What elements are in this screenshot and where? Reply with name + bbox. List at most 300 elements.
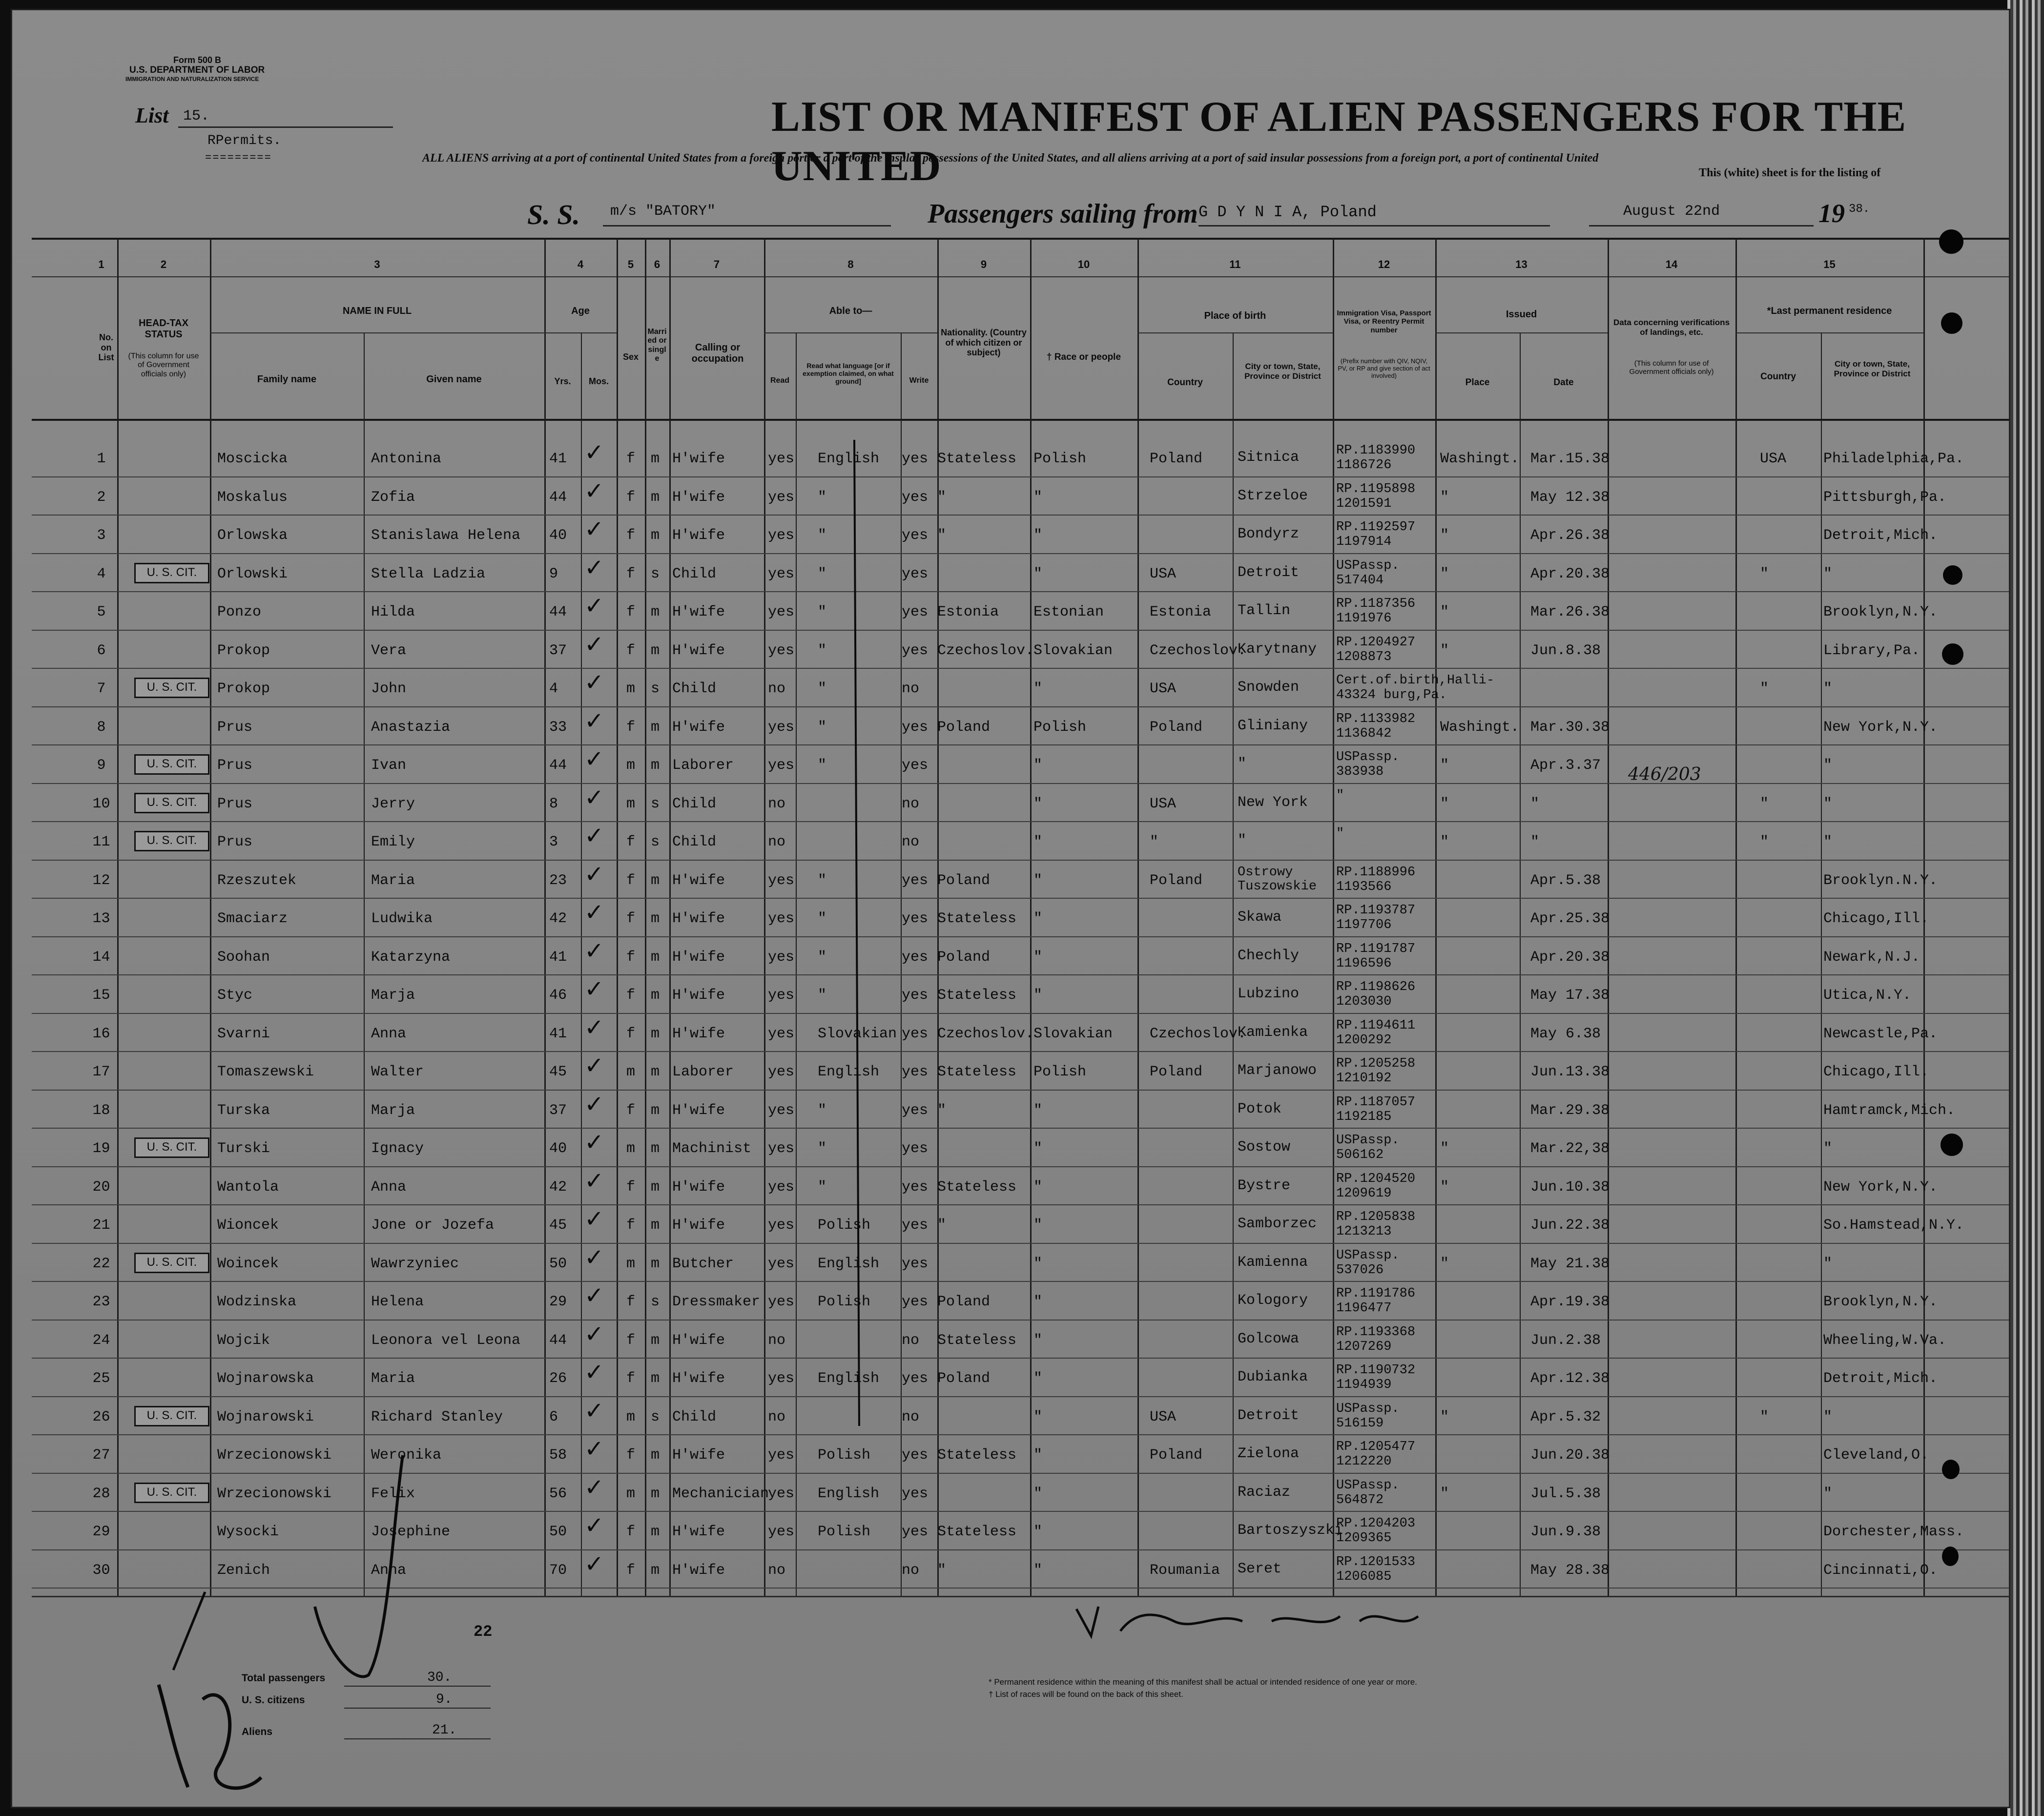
hdr-head-tax: HEAD-TAX STATUS — [139, 318, 188, 340]
check-mark-icon: ✓ — [584, 1359, 604, 1386]
family-name: Wrzecionowski — [217, 1485, 332, 1502]
issued-date: " — [1530, 834, 1540, 850]
sex: m — [626, 795, 636, 812]
occupation: H'wife — [672, 1370, 725, 1387]
birth-city: Samborzec — [1238, 1216, 1317, 1232]
family-name: Zenich — [217, 1562, 270, 1579]
nationality: Stateless — [937, 910, 1017, 927]
race: Polish — [1033, 451, 1087, 467]
issued-place: " — [1440, 1140, 1449, 1157]
race: " — [1033, 1562, 1043, 1579]
issued-place: " — [1440, 527, 1449, 544]
birth-city: Sitnica — [1238, 449, 1300, 466]
given-name: Anna — [371, 1562, 407, 1579]
visa-number-line1: RP.1201533 — [1336, 1554, 1416, 1569]
marital-status: m — [651, 1140, 660, 1157]
birth-city: Bystre — [1238, 1177, 1291, 1194]
age-years: 58 — [549, 1447, 567, 1464]
hdr-verification: Data concerning verifications of landings, etc. — [1613, 318, 1730, 337]
marital-status: s — [651, 834, 660, 850]
marital-status: m — [651, 604, 660, 620]
birth-country: USA — [1150, 795, 1177, 812]
footnote-residence: * Permanent residence within the meaning of this manifest shall be actual or intended residence of one year or more. — [989, 1677, 1417, 1687]
row-number: 25 — [92, 1370, 110, 1387]
can-write: yes — [902, 719, 929, 736]
issued-date: Apr.5.38 — [1530, 872, 1601, 889]
visa-number-line2: 1193566 — [1336, 879, 1392, 894]
hdr-sex: Sex — [622, 352, 639, 362]
sex: f — [626, 1217, 636, 1234]
occupation: H'wife — [672, 1447, 725, 1464]
read-language: English — [818, 1485, 880, 1502]
can-write: yes — [902, 1255, 929, 1272]
visa-number-line1: RP.1194611 — [1336, 1018, 1416, 1033]
given-name: Helena — [371, 1294, 424, 1310]
race: " — [1033, 910, 1043, 927]
race: " — [1033, 1447, 1043, 1464]
occupation: Child — [672, 795, 717, 812]
occupation: Laborer — [672, 757, 734, 774]
occupation: H'wife — [672, 1332, 725, 1349]
race: Estonian — [1033, 604, 1104, 620]
residence-country: " — [1760, 565, 1769, 582]
issued-date: Mar.26.38 — [1530, 604, 1610, 620]
visa-number-line1: RP.1204927 — [1336, 635, 1416, 650]
family-name: Prokop — [217, 642, 270, 659]
can-write: yes — [902, 949, 929, 966]
occupation: Child — [672, 681, 717, 697]
issued-place: " — [1440, 642, 1449, 659]
visa-number-line2: 1213213 — [1336, 1224, 1392, 1239]
sex: f — [626, 1025, 636, 1042]
residence-country: USA — [1760, 451, 1787, 467]
issued-place: " — [1440, 795, 1449, 812]
occupation: H'wife — [672, 1524, 725, 1540]
handwritten-row9-note: 446/203 — [1628, 764, 1701, 784]
sex: f — [626, 1294, 636, 1310]
residence-city: Pittsburgh,Pa. — [1823, 489, 1947, 506]
marital-status: m — [651, 1217, 660, 1234]
age-years: 44 — [549, 1332, 567, 1349]
check-mark-icon: ✓ — [584, 1435, 604, 1463]
can-write: yes — [902, 1524, 929, 1540]
visa-number-line1: RP.1198626 — [1336, 980, 1416, 994]
family-name: Moskalus — [217, 489, 288, 506]
read-language: English — [818, 451, 880, 467]
sex: f — [626, 1562, 636, 1579]
hdr-no-on-list: No. on List — [98, 332, 114, 363]
us-citizen-stamp: U. S. CIT. — [134, 831, 209, 851]
marital-status: m — [651, 451, 660, 467]
sex: f — [626, 987, 636, 1004]
hdr-family-name: Family name — [257, 374, 317, 385]
hdr-city: City or town, State, Province or District — [1244, 362, 1321, 381]
hdr-res-country: Country — [1760, 371, 1796, 382]
punch-hole — [1939, 229, 1963, 254]
visa-number-line2: 1209365 — [1336, 1531, 1392, 1546]
birth-country: Poland — [1150, 1447, 1203, 1464]
visa-number-line2: 516159 — [1336, 1416, 1384, 1431]
visa-number-line2: 1200292 — [1336, 1032, 1392, 1048]
occupation: Dressmaker — [672, 1294, 761, 1310]
birth-city: Zielona — [1238, 1445, 1300, 1462]
check-mark-icon: ✓ — [584, 1397, 604, 1424]
check-mark-icon: ✓ — [584, 822, 604, 849]
birth-city: Potok — [1238, 1100, 1282, 1117]
birth-city: Skawa — [1238, 909, 1282, 926]
row-number: 29 — [92, 1524, 110, 1540]
can-read: no — [768, 1408, 786, 1425]
page-title: LIST OR MANIFEST OF ALIEN PASSENGERS FOR THE UNITED — [771, 93, 1907, 190]
col-num-1: 1 — [98, 258, 104, 270]
check-mark-icon: ✓ — [584, 516, 604, 543]
can-read: yes — [768, 489, 795, 506]
issued-date: Jun.2.38 — [1530, 1332, 1601, 1349]
birth-city: New York — [1238, 794, 1308, 811]
can-write: yes — [902, 451, 929, 467]
us-citizens-label: U. S. citizens — [242, 1694, 305, 1706]
read-language: " — [818, 489, 827, 506]
hdr-last-residence: *Last permanent residence — [1767, 306, 1892, 316]
can-read: yes — [768, 757, 795, 774]
row-number: 23 — [92, 1294, 110, 1310]
can-write: yes — [902, 1447, 929, 1464]
visa-number-line1: USPassp. — [1336, 1478, 1400, 1493]
issued-date: May 6.38 — [1530, 1025, 1601, 1042]
can-read: yes — [768, 1255, 795, 1272]
family-name: Soohan — [217, 949, 270, 966]
visa-number-line1: RP.1187356 — [1336, 597, 1416, 611]
family-name: Smaciarz — [217, 910, 288, 927]
marital-status: m — [651, 527, 660, 544]
race: " — [1033, 1294, 1043, 1310]
sex: f — [626, 1524, 636, 1540]
sex: m — [626, 1255, 636, 1272]
age-years: 37 — [549, 1102, 567, 1119]
visa-number-line2: 1203030 — [1336, 994, 1392, 1009]
row-number: 16 — [92, 1025, 110, 1042]
age-years: 45 — [549, 1064, 567, 1080]
visa-number-line1: RP.1205477 — [1336, 1440, 1416, 1454]
sex: f — [626, 949, 636, 966]
given-name: Ignacy — [371, 1140, 424, 1157]
given-name: Leonora vel Leona — [371, 1332, 521, 1349]
visa-number-line1: Cert.of.birth,Halli- — [1336, 673, 1495, 688]
given-name: Katarzyna — [371, 949, 451, 966]
occupation: H'wife — [672, 1562, 725, 1579]
given-name: Ludwika — [371, 910, 433, 927]
birth-country: Czechoslov. — [1150, 642, 1247, 659]
visa-number-line2: 1201591 — [1336, 496, 1392, 511]
can-read: yes — [768, 565, 795, 582]
check-mark-icon: ✓ — [584, 1550, 604, 1578]
occupation: H'wife — [672, 527, 725, 544]
birth-city: Seret — [1238, 1560, 1282, 1577]
race: " — [1033, 527, 1043, 544]
occupation: Butcher — [672, 1255, 734, 1272]
birth-city: Bondyrz — [1238, 526, 1300, 542]
family-name: Orlowski — [217, 565, 288, 582]
marital-status: m — [651, 1025, 660, 1042]
check-mark-icon: ✓ — [584, 745, 604, 773]
read-language: " — [818, 757, 827, 774]
read-language: English — [818, 1370, 880, 1387]
issued-date: Apr.5.32 — [1530, 1408, 1601, 1425]
marital-status: m — [651, 1102, 660, 1119]
ss-label: S. S. — [527, 199, 580, 230]
list-number: 15. — [183, 108, 210, 124]
sex: f — [626, 1332, 636, 1349]
age-years: 70 — [549, 1562, 567, 1579]
sex: m — [626, 1064, 636, 1080]
issued-date: Mar.30.38 — [1530, 719, 1610, 736]
issued-place: " — [1440, 834, 1449, 850]
issued-date: Mar.22,38 — [1530, 1140, 1610, 1157]
marital-status: m — [651, 1064, 660, 1080]
visa-number-line2: 43324 burg,Pa. — [1336, 688, 1447, 702]
visa-number-line2: 383938 — [1336, 764, 1384, 779]
can-read: yes — [768, 451, 795, 467]
read-language: " — [818, 1178, 827, 1196]
issued-place: Washingt. — [1440, 451, 1520, 467]
check-mark-icon: ✓ — [584, 1013, 604, 1041]
marital-status: m — [651, 1332, 660, 1349]
nationality: Poland — [937, 949, 991, 966]
can-write: yes — [902, 1217, 929, 1234]
occupation: H'wife — [672, 872, 725, 889]
can-read: yes — [768, 604, 795, 620]
age-years: 26 — [549, 1370, 567, 1387]
race: Polish — [1033, 1064, 1087, 1080]
hdr-place-of-birth: Place of birth — [1204, 310, 1266, 321]
issued-date: Apr.19.38 — [1530, 1294, 1610, 1310]
can-read: no — [768, 681, 786, 697]
can-write: yes — [902, 604, 929, 620]
row-number: 30 — [92, 1562, 110, 1579]
birth-city: Chechly — [1238, 947, 1300, 964]
age-years: 41 — [549, 451, 567, 467]
marital-status: m — [651, 642, 660, 659]
race: " — [1033, 1524, 1043, 1540]
nationality: " — [937, 1562, 947, 1579]
can-write: yes — [902, 910, 929, 927]
read-language: Polish — [818, 1447, 871, 1464]
residence-city: New York,N.Y. — [1823, 719, 1938, 736]
hdr-visa-note: (Prefix number with QIV, NQIV, PV, or RP and give section of act involved) — [1338, 357, 1430, 379]
residence-country: " — [1760, 834, 1769, 850]
can-read: no — [768, 834, 786, 850]
sex: f — [626, 872, 636, 889]
nationality: Poland — [937, 1294, 991, 1310]
given-name: Josephine — [371, 1524, 451, 1540]
punch-hole — [1941, 312, 1962, 334]
issued-place: " — [1440, 565, 1449, 582]
can-write: no — [902, 834, 920, 850]
visa-number-line2: 1208873 — [1336, 649, 1392, 664]
can-read: no — [768, 1332, 786, 1349]
col-num-5: 5 — [627, 258, 634, 270]
visa-number-line1: USPassp. — [1336, 558, 1400, 573]
row-number: 28 — [92, 1485, 110, 1502]
can-read: yes — [768, 1025, 795, 1042]
visa-number-line2: 1191976 — [1336, 611, 1392, 626]
can-write: yes — [902, 565, 929, 582]
row-number: 20 — [92, 1178, 110, 1196]
birth-country: Roumania — [1150, 1562, 1220, 1579]
age-years: 41 — [549, 1025, 567, 1042]
us-citizen-stamp: U. S. CIT. — [134, 793, 209, 813]
visa-number-line1: RP.1187057 — [1336, 1094, 1416, 1110]
nationality: Stateless — [937, 451, 1017, 467]
sex: m — [626, 1408, 636, 1425]
row-number: 1 — [97, 451, 106, 467]
issued-date: Apr.20.38 — [1530, 949, 1610, 966]
birth-city: Lubzino — [1238, 986, 1300, 1002]
age-years: 3 — [549, 834, 558, 850]
visa-number-line2: 1207269 — [1336, 1339, 1392, 1354]
read-language: " — [818, 949, 827, 966]
family-name: Orlowska — [217, 527, 288, 544]
given-name: Walter — [371, 1064, 424, 1080]
manifest-sheet — [11, 9, 2010, 1808]
marital-status: m — [651, 1255, 660, 1272]
birth-city: Strzeloe — [1238, 487, 1308, 504]
punch-hole — [1941, 1134, 1963, 1156]
visa-number-line1: RP.1204520 — [1336, 1171, 1416, 1186]
birth-country: Poland — [1150, 1064, 1203, 1080]
residence-city: Brooklyn.N.Y. — [1823, 872, 1938, 889]
permits-marks: ========= — [205, 152, 272, 164]
issued-date: Jun.22.38 — [1530, 1217, 1610, 1234]
handwriting-layer — [12, 10, 2009, 1807]
visa-number-line1: RP.1133982 — [1336, 711, 1416, 726]
col-num-12: 12 — [1378, 258, 1390, 270]
can-write: yes — [902, 1294, 929, 1310]
issued-date: Mar.15.38 — [1530, 451, 1610, 467]
given-name: Felix — [371, 1485, 415, 1502]
residence-country: " — [1760, 795, 1769, 812]
can-read: yes — [768, 1524, 795, 1540]
age-years: 45 — [549, 1217, 567, 1234]
race: " — [1033, 1408, 1043, 1425]
issued-date: May 21.38 — [1530, 1255, 1610, 1272]
issued-date: Apr.26.38 — [1530, 527, 1610, 544]
issued-place: " — [1440, 1485, 1449, 1502]
race: Slovakian — [1033, 1025, 1113, 1042]
col-num-6: 6 — [654, 258, 661, 270]
given-name: Antonina — [371, 451, 442, 467]
sex: f — [626, 1178, 636, 1196]
us-citizen-stamp: U. S. CIT. — [134, 1483, 209, 1503]
residence-city: Cleveland,O. — [1823, 1447, 1929, 1464]
race: " — [1033, 757, 1043, 774]
read-language: " — [818, 872, 827, 889]
occupation: H'wife — [672, 910, 725, 927]
residence-city: " — [1823, 681, 1833, 697]
race: " — [1033, 987, 1043, 1004]
birth-city: Detroit — [1238, 564, 1300, 581]
list-label: List — [135, 103, 169, 127]
punch-hole — [1942, 1460, 1960, 1479]
birth-city: Kamienka — [1238, 1024, 1308, 1041]
can-read: yes — [768, 1294, 795, 1310]
punch-hole — [1942, 643, 1963, 665]
given-name: Stanislawa Helena — [371, 527, 521, 544]
marital-status: m — [651, 1370, 660, 1387]
can-write: yes — [902, 872, 929, 889]
marital-status: s — [651, 565, 660, 582]
sex: f — [626, 527, 636, 544]
subtitle-line2: This (white) sheet is for the listing of — [1699, 166, 1881, 179]
issued-date: May 12.38 — [1530, 489, 1610, 506]
nationality: Stateless — [937, 987, 1017, 1004]
visa-number-line2: 1209619 — [1336, 1186, 1392, 1201]
issued-date: Apr.12.38 — [1530, 1370, 1610, 1387]
race: " — [1033, 1332, 1043, 1349]
race: " — [1033, 565, 1043, 582]
visa-number-line1: RP.1204203 — [1336, 1516, 1416, 1531]
can-read: yes — [768, 1178, 795, 1196]
visa-number-line1: USPassp. — [1336, 1133, 1400, 1148]
age-years: 44 — [549, 489, 567, 506]
can-write: yes — [902, 1140, 929, 1157]
can-read: yes — [768, 719, 795, 736]
given-name: Maria — [371, 1370, 415, 1387]
visa-number-line1: " — [1336, 788, 1344, 803]
marital-status: m — [651, 757, 660, 774]
can-read: yes — [768, 910, 795, 927]
occupation: H'wife — [672, 719, 725, 736]
row-number: 22 — [92, 1255, 110, 1272]
hdr-write: Write — [909, 376, 929, 385]
hdr-verification-note: (This column for use of Government officials only) — [1629, 359, 1714, 376]
visa-number-line1: RP.1188996 — [1336, 865, 1416, 880]
can-write: yes — [902, 1102, 929, 1119]
row-number: 14 — [92, 949, 110, 966]
check-mark-icon: ✓ — [584, 477, 604, 505]
occupation: H'wife — [672, 642, 725, 659]
punch-hole — [1943, 565, 1962, 585]
given-name: Anna — [371, 1178, 407, 1196]
row-number: 15 — [92, 987, 110, 1004]
residence-city: Brooklyn,N.Y. — [1823, 1294, 1938, 1310]
nationality: " — [937, 1217, 947, 1234]
issued-place: " — [1440, 1408, 1449, 1425]
us-citizen-stamp: U. S. CIT. — [134, 1137, 209, 1158]
residence-city: Wheeling,W.Va. — [1823, 1332, 1947, 1349]
row-number: 3 — [97, 527, 106, 544]
age-years: 50 — [549, 1524, 567, 1540]
visa-number-line2: 1197914 — [1336, 535, 1392, 549]
hdr-nationality: Nationality. (Country of which citizen or subject) — [941, 328, 1027, 358]
can-write: yes — [902, 642, 929, 659]
sex: m — [626, 1485, 636, 1502]
marital-status: m — [651, 987, 660, 1004]
residence-city: Detroit,Mich. — [1823, 1370, 1938, 1387]
race: " — [1033, 1102, 1043, 1119]
hdr-visa: Immigration Visa, Passport Visa, or Reentry Permit number — [1337, 309, 1431, 334]
marital-status: m — [651, 910, 660, 927]
birth-country: USA — [1150, 565, 1177, 582]
read-language: " — [818, 910, 827, 927]
us-citizen-stamp: U. S. CIT. — [134, 563, 209, 583]
visa-number-line2: 1186726 — [1336, 458, 1392, 473]
race: " — [1033, 795, 1043, 812]
issued-place: " — [1440, 1255, 1449, 1272]
given-name: Marja — [371, 987, 415, 1004]
marital-status: m — [651, 719, 660, 736]
nationality: Poland — [937, 1370, 991, 1387]
